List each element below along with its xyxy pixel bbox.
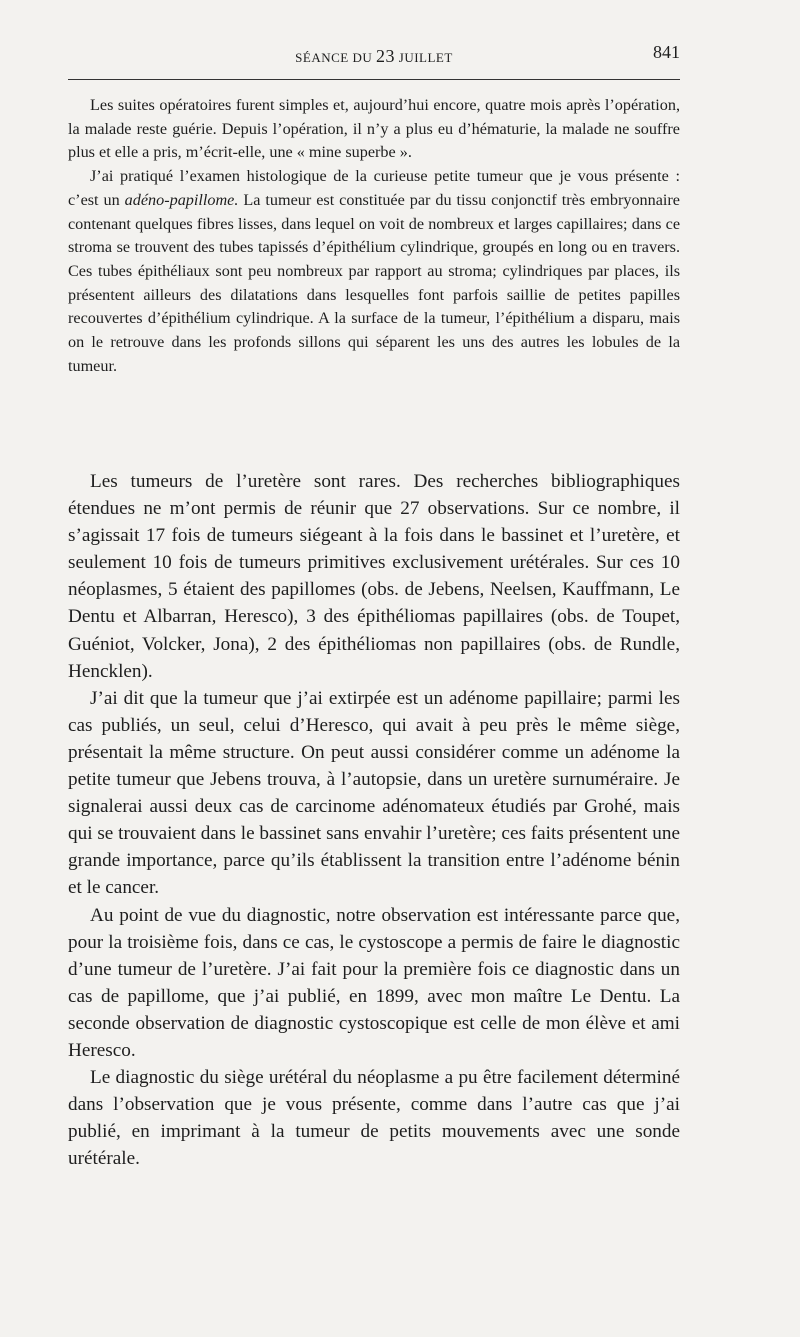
running-title-suffix: JUILLET (395, 50, 453, 65)
histology-text-start: J’ai pratiqué l’examen histologique de la curieuse petite tumeur que je vous présente : c’est un (68, 167, 680, 209)
paragraph-adenoma: J’ai dit que la tumeur que j’ai extirpée est un adénome papillaire; parmi les cas publiés, un seul, celui d’Heresco, qui avait à peu près le même siège, présentait la même structure. On peut aussi considérer comme un adénome la petite tumeur que Jebens trouva, à l’autopsie, dans un uretère surnuméraire. Je signalerai aussi deux cas de carcinome adénomateux étudiés par Grohé, mais qui se trouvaient dans le bassinet sans envahir l’uretère; ces faits présentent une grande importance, parce qu’ils établissent la transition entre l’adénome bénin et le cancer. (68, 687, 680, 899)
main-text-section (68, 468, 680, 1172)
paragraph-ureteral-site: Le diagnostic du siège urétéral du néoplasme a pu être facilement déterminé dans l’observation que je vous présente, comme dans l’autre cas que j’ai publié, en imprimant à la tumeur de petits mouvements avec une sonde urétérale. (68, 1067, 680, 1170)
running-title-prefix: SÉANCE DU (295, 50, 377, 65)
paragraph-postoperative: Les suites opératoires furent simples et, aujourd’hui encore, quatre mois après l’opération, la malade reste guérie. Depuis l’opération, il n’y a plus eu d’hématurie, la malade ne souffre plus et elle a pris, m’écrit-elle, une « mine superbe ». (68, 96, 680, 162)
small-print-section (68, 94, 680, 378)
page-number: 841 (653, 42, 680, 62)
paragraph-diagnosis: Au point de vue du diagnostic, notre observation est intéressante parce que, pour la troisième fois, dans ce cas, le cystoscope a permis de faire le diagnostic d’une tumeur de l’uretère. J’ai fait pour la première fois ce diagnostic dans un cas de papillome, que j’ai publié, en 1899, avec mon maître Le Dentu. La seconde observation de diagnostic cystoscopique est celle de mon élève et ami Heresco. (68, 904, 680, 1061)
histology-term: adéno-papillome. (124, 190, 239, 209)
histology-text-end: La tumeur est constituée par du tissu conjonctif très embryonnaire contenant quelques fibres lisses, dans lequel on voit de nombreux et larges capillaires; dans ce stroma se trouvent des tubes tapissés d’épithélium cylindrique, groupés en long ou en travers. Ces tubes épithéliaux sont peu nombreux par rapport au stroma; cylindriques par places, ils présentent ailleurs des dilatations dans lesquelles font parfois saillie de petites papilles recouvertes d’épithélium cylindrique. A la surface de la tumeur, l’épithélium a disparu, mais on le retrouve dans les profonds sillons qui séparent les uns des autres les lobules de la tumeur. (68, 190, 680, 375)
page-header (68, 40, 680, 70)
running-title (68, 46, 680, 67)
running-title-date: 23 (376, 46, 396, 66)
header-rule (68, 79, 680, 80)
paragraph-histology (68, 165, 680, 378)
paragraph-rarity: Les tumeurs de l’uretère sont rares. Des recherches bibliographiques étendues ne m’ont permis de réunir que 27 observations. Sur ce nombre, il s’agissait 17 fois de tumeurs siégeant à la fois dans le bassinet et l’uretère, et seulement 10 fois de tumeurs primitives exclusivement urétérales. Sur ces 10 néoplasmes, 5 étaient des papillomes (obs. de Jebens, Neelsen, Kauffmann, Le Dentu et Albarran, Heresco), 3 des épithéliomas papillaires (obs. de Toupet, Guéniot, Volcker, Jona), 2 des épithéliomas non papillaires (obs. de Rundle, Hencklen). (68, 471, 680, 682)
